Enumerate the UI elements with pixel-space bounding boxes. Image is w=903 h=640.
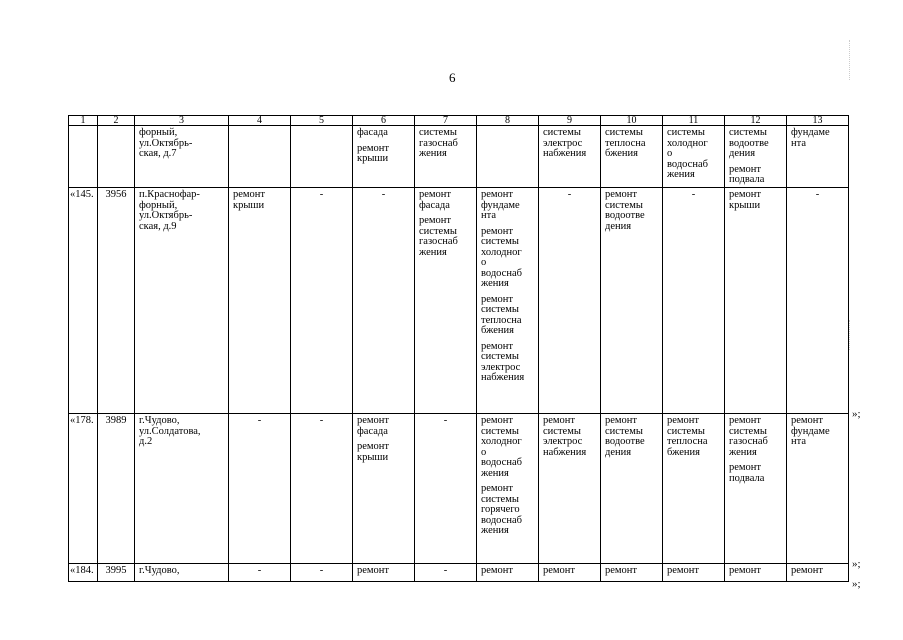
cell-c11: [663, 126, 725, 188]
cell-c1: «145.: [69, 188, 98, 414]
cell-entry: ремонт системы теплосна бжения: [667, 415, 708, 458]
cell-c7: [415, 564, 477, 582]
cell-entry: фасада: [357, 127, 388, 138]
cell-entry: -: [443, 565, 448, 576]
cell-c5: [291, 414, 353, 564]
header-cell: 7: [415, 116, 477, 126]
cell-entry: ремонт системы холодног о водоснаб жения: [481, 225, 522, 289]
cell-entry: ремонт подвала: [729, 163, 765, 185]
cell-c11: [663, 564, 725, 582]
cell-c6: [353, 188, 415, 414]
cell-entry: -: [567, 189, 572, 200]
cell-entry: г.Чудово, ул.Солдатова, д.2: [139, 415, 201, 447]
cell-c4: [229, 564, 291, 582]
cell-entry: системы газоснаб жения: [419, 127, 458, 159]
cell-c11: [663, 414, 725, 564]
cell-entry: ремонт крыши: [233, 189, 266, 211]
cell-entry: ремонт: [791, 565, 824, 576]
cell-entry: ремонт системы водоотве дения: [605, 415, 645, 458]
margin-mark: [849, 320, 851, 350]
cell-c1: «178.: [69, 414, 98, 564]
cell-entry: -: [691, 189, 696, 200]
cell-entry: ремонт системы газоснаб жения: [419, 215, 458, 258]
cell-c13: [787, 564, 849, 582]
cell-c1: [69, 126, 98, 188]
cell-c12: [725, 126, 787, 188]
header-cell: 1: [69, 116, 98, 126]
header-cell: 8: [477, 116, 539, 126]
row-end-marker: »;: [852, 558, 861, 570]
cell-entry: системы теплосна бжения: [605, 127, 646, 159]
cell-entry: фундаме нта: [791, 127, 830, 149]
cell-c9: [539, 564, 601, 582]
cell-entry: ремонт: [357, 565, 390, 576]
cell-entry: системы холодног о водоснаб жения: [667, 127, 708, 180]
cell-entry: ремонт системы теплосна бжения: [481, 293, 522, 336]
header-cell: 11: [663, 116, 725, 126]
cell-entry: ремонт подвала: [729, 462, 765, 484]
cell-entry: ремонт крыши: [357, 441, 390, 463]
cell-c8: [477, 414, 539, 564]
cell-entry: форный, ул.Октябрь- ская, д.7: [139, 127, 193, 159]
cell-c12: [725, 564, 787, 582]
row-end-marker: »;: [852, 578, 861, 590]
cell-entry: -: [257, 415, 262, 426]
cell-c13: [787, 414, 849, 564]
cell-c10: [601, 414, 663, 564]
page-number: 6: [449, 70, 456, 85]
cell-c2: 3956: [98, 188, 135, 414]
cell-c3: [135, 564, 229, 582]
cell-c3: [135, 414, 229, 564]
cell-c5: [291, 188, 353, 414]
cell-c12: [725, 188, 787, 414]
cell-c3: [135, 126, 229, 188]
header-cell: 2: [98, 116, 135, 126]
header-cell: 12: [725, 116, 787, 126]
header-cell: 4: [229, 116, 291, 126]
cell-entry: ремонт системы электрос набжения: [543, 415, 587, 458]
cell-c3: [135, 188, 229, 414]
table-row: [69, 414, 849, 564]
cell-c6: [353, 126, 415, 188]
cell-c8: [477, 126, 539, 188]
cell-c9: [539, 126, 601, 188]
header-cell: 6: [353, 116, 415, 126]
cell-entry: -: [443, 415, 448, 426]
cell-c11: [663, 188, 725, 414]
cell-entry: ремонт: [667, 565, 700, 576]
cell-c12: [725, 414, 787, 564]
cell-entry: ремонт системы горячего водоснаб жения: [481, 483, 522, 536]
cell-c4: [229, 126, 291, 188]
cell-entry: ремонт фасада: [357, 415, 390, 437]
cell-entry: ремонт фундаме нта: [481, 189, 520, 221]
cell-entry: ремонт системы электрос набжения: [481, 340, 525, 383]
cell-c2: 3995: [98, 564, 135, 582]
cell-c10: [601, 564, 663, 582]
table-row: [69, 564, 849, 582]
cell-entry: п.Краснофар- форный, ул.Октябрь- ская, д.9: [139, 189, 200, 232]
cell-c4: [229, 414, 291, 564]
cell-c8: [477, 188, 539, 414]
cell-entry: г.Чудово,: [139, 565, 180, 576]
cell-entry: -: [381, 189, 386, 200]
repair-schedule-table: [68, 115, 849, 582]
cell-entry: -: [319, 565, 324, 576]
header-cell: 10: [601, 116, 663, 126]
cell-entry: ремонт системы водоотве дения: [605, 189, 645, 232]
cell-c2: [98, 126, 135, 188]
cell-entry: ремонт: [729, 565, 762, 576]
header-cell: 3: [135, 116, 229, 126]
cell-c7: [415, 188, 477, 414]
cell-c7: [415, 414, 477, 564]
cell-c8: [477, 564, 539, 582]
cell-c5: [291, 126, 353, 188]
cell-entry: -: [257, 565, 262, 576]
cell-entry: -: [815, 189, 820, 200]
cell-c1: «184.: [69, 564, 98, 582]
cell-entry: системы водоотве дения: [729, 127, 769, 159]
table-row: [69, 188, 849, 414]
cell-entry: -: [319, 189, 324, 200]
cell-c7: [415, 126, 477, 188]
row-end-marker: »;: [852, 408, 861, 420]
cell-c13: [787, 126, 849, 188]
cell-entry: ремонт: [543, 565, 576, 576]
cell-entry: ремонт крыши: [729, 189, 762, 211]
header-row: [69, 116, 849, 126]
cell-entry: ремонт фундаме нта: [791, 415, 830, 447]
cell-entry: ремонт системы газоснаб жения: [729, 415, 768, 458]
cell-c6: [353, 564, 415, 582]
cell-c6: [353, 414, 415, 564]
header-cell: 5: [291, 116, 353, 126]
cell-c10: [601, 126, 663, 188]
cell-entry: -: [319, 415, 324, 426]
cell-entry: ремонт: [481, 565, 514, 576]
cell-entry: ремонт системы холодног о водоснаб жения: [481, 415, 522, 479]
table-row: [69, 126, 849, 188]
header-cell: 9: [539, 116, 601, 126]
margin-mark: [849, 40, 851, 80]
cell-c13: [787, 188, 849, 414]
cell-entry: ремонт: [605, 565, 638, 576]
header-cell: 13: [787, 116, 849, 126]
cell-c5: [291, 564, 353, 582]
cell-entry: системы электрос набжения: [543, 127, 587, 159]
cell-entry: ремонт крыши: [357, 142, 390, 164]
cell-c4: [229, 188, 291, 414]
cell-c9: [539, 414, 601, 564]
cell-c9: [539, 188, 601, 414]
cell-entry: ремонт фасада: [419, 189, 452, 211]
cell-c2: 3989: [98, 414, 135, 564]
cell-c10: [601, 188, 663, 414]
